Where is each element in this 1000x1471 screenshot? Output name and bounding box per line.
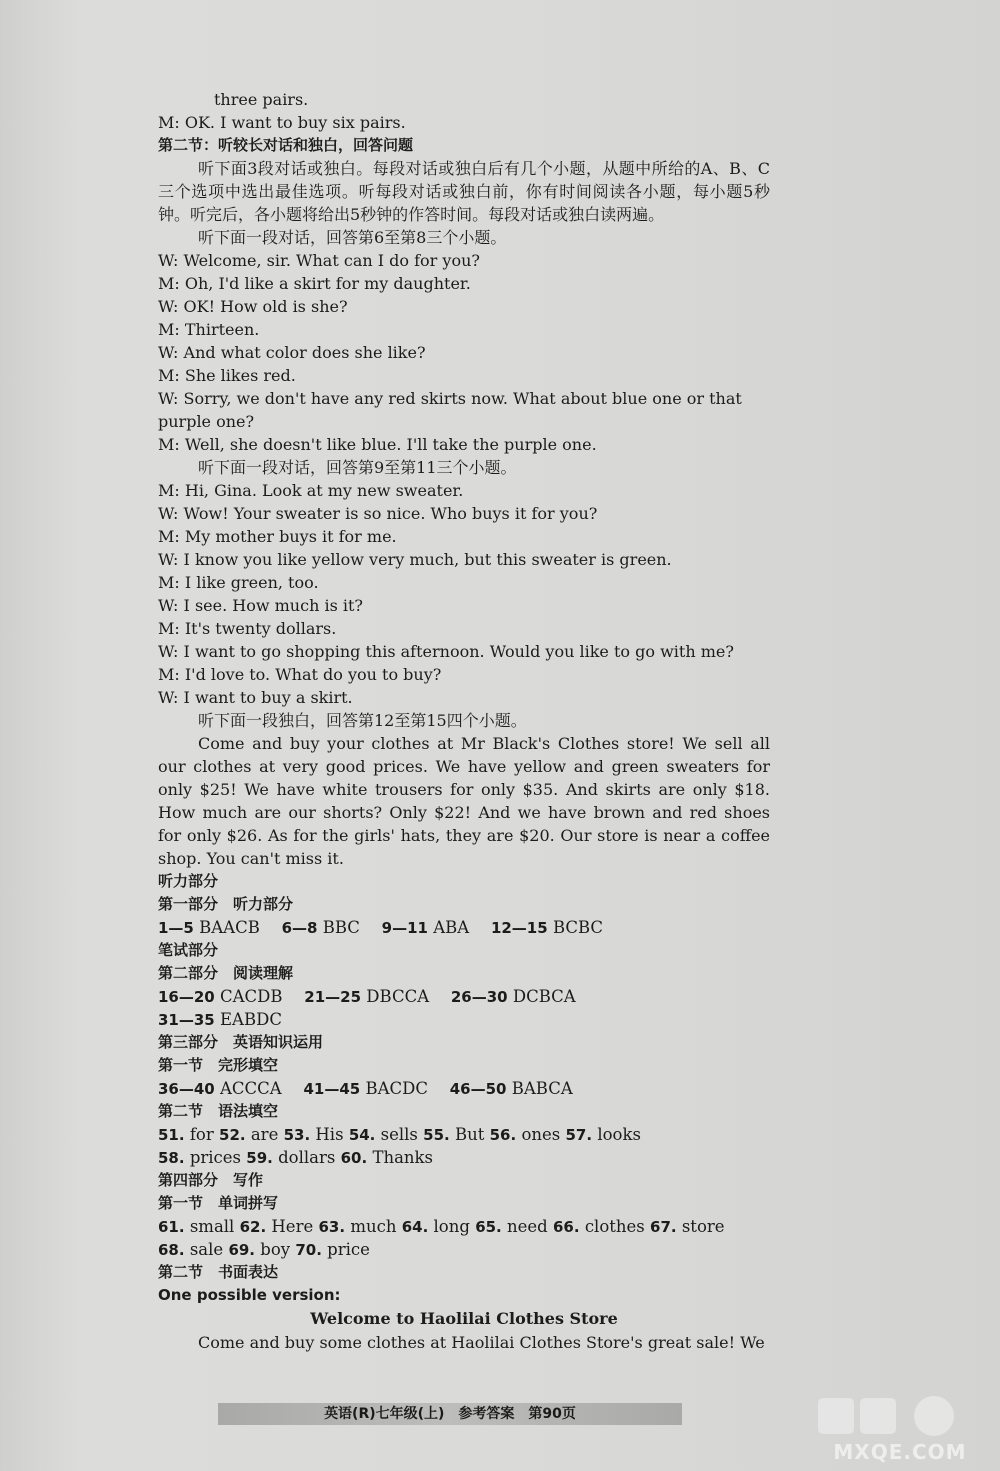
answer-value: price — [327, 1240, 370, 1259]
answer-value: long — [433, 1217, 470, 1236]
answer-row — [158, 1238, 770, 1261]
watermark-logo — [810, 1392, 990, 1466]
section-heading: 第二节：听较长对话和独白，回答问题 — [158, 136, 414, 154]
dialog-line: W: OK! How old is she? — [158, 297, 348, 316]
answer-value: ACCCA — [220, 1079, 282, 1098]
heading-part2: 第二部分 阅读理解 — [158, 964, 294, 982]
answer-value: BACDC — [365, 1079, 428, 1098]
answer-number: 12—15 — [490, 919, 548, 937]
answer-number: 36—40 — [158, 1080, 215, 1098]
answer-number: 68. — [158, 1241, 185, 1259]
answer-value: are — [250, 1125, 279, 1144]
answer-number: 63. — [318, 1218, 346, 1236]
answer-value: boy — [260, 1240, 291, 1259]
answer-row — [158, 985, 770, 1008]
answer-number: 66. — [552, 1218, 580, 1236]
answer-number: 16—20 — [158, 988, 215, 1006]
heading-part3: 第三部分 英语知识运用 — [158, 1033, 324, 1051]
answer-number: 64. — [401, 1218, 429, 1236]
essay-line: Come and buy some clothes at Haolilai Clothes Store's great sale! We — [198, 1333, 765, 1352]
answer-number: 60. — [340, 1149, 368, 1167]
answer-value: much — [350, 1217, 397, 1236]
answer-row — [158, 916, 770, 939]
monologue-paragraph: Come and buy your clothes at Mr Black's Clothes store! We sell all our clothes at very good prices. We have yellow and green sweaters for only $25! We have white trousers for only $35. And skirts are only $18. How much are our shorts? Only $22! And we have brown and red shoes for only $26. As for the girls' hats, they are $20. Our store is near a coffee shop. You can't miss it. — [158, 734, 770, 868]
answer-row — [158, 1215, 770, 1238]
instruction-paragraph: 听下面3段对话或独白。每段对话或独白后有几个小题，从题中所给的A、B、C三个选项中选出最佳选项。听每段对话或独白前，你有时间阅读各小题，每小题5秒钟。听完后，各小题将给出5秒钟的作答时间。每段对话或独白读两遍。 — [158, 159, 770, 224]
dialog-line: W: I see. How much is it? — [158, 596, 363, 615]
heading-sec4-1: 第一节 单词拼写 — [158, 1194, 279, 1212]
answer-value: BCBC — [552, 918, 604, 937]
text-line: three pairs. — [214, 90, 309, 109]
answer-value: His — [315, 1125, 344, 1144]
answer-row — [158, 1077, 770, 1100]
answer-value: small — [189, 1217, 235, 1236]
answer-value: store — [681, 1217, 725, 1236]
heading-part1: 第一部分 听力部分 — [158, 895, 294, 913]
answer-number: 58. — [158, 1149, 185, 1167]
answer-number: 9—11 — [381, 919, 428, 937]
answer-value: DBCCA — [366, 987, 430, 1006]
answer-number: 59. — [246, 1149, 273, 1167]
dialog-line: W: I want to go shopping this afternoon. Would you like to go with me? — [158, 642, 734, 661]
answer-value: EABDC — [220, 1010, 282, 1029]
dialog-line: M: It's twenty dollars. — [158, 619, 337, 638]
page-footer: 英语(R)七年级(上) 参考答案 第90页 — [218, 1403, 682, 1425]
answer-number: 51. — [158, 1126, 185, 1144]
answer-value: BBC — [322, 918, 360, 937]
answer-number: 67. — [650, 1218, 677, 1236]
answer-value: looks — [597, 1125, 641, 1144]
dialog-line: M: I'd love to. What do you to buy? — [158, 665, 442, 684]
answer-row — [158, 1008, 770, 1031]
heading-sec1: 第一节 完形填空 — [158, 1056, 279, 1074]
monologue-intro: 听下面一段独白，回答第12至第15四个小题。 — [198, 711, 527, 730]
dialog-line: M: She likes red. — [158, 366, 296, 385]
answer-number: 65. — [475, 1218, 502, 1236]
answer-number: 57. — [565, 1126, 593, 1144]
dialog-intro: 听下面一段对话，回答第9至第11三个小题。 — [198, 458, 517, 477]
answer-value: BAACB — [199, 918, 260, 937]
answer-number: 53. — [283, 1126, 311, 1144]
answer-value: clothes — [584, 1217, 645, 1236]
answer-value: dollars — [278, 1148, 336, 1167]
heading-sec4-2: 第二节 书面表达 — [158, 1263, 279, 1281]
answer-number: 69. — [228, 1241, 256, 1259]
answer-number: 46—50 — [449, 1080, 507, 1098]
answer-value: sells — [380, 1125, 418, 1144]
dialog-2 — [158, 479, 770, 709]
answer-row — [158, 1146, 770, 1169]
answer-number: 55. — [423, 1126, 450, 1144]
answer-number: 1—5 — [158, 919, 194, 937]
dialog-line: M: Well, she doesn't like blue. I'll take the purple one. — [158, 435, 597, 454]
answer-number: 41—45 — [303, 1080, 361, 1098]
heading-writing-part: 笔试部分 — [158, 941, 219, 959]
answer-value: BABCA — [511, 1079, 573, 1098]
dialog-line: M: Hi, Gina. Look at my new sweater. — [158, 481, 464, 500]
answer-value: sale — [189, 1240, 224, 1259]
version-label: One possible version: — [158, 1286, 341, 1304]
answer-value: ones — [521, 1125, 561, 1144]
heading-listening: 听力部分 — [158, 872, 219, 890]
dialog-line: M: Thirteen. — [158, 320, 260, 339]
dialog-line: W: Sorry, we don't have any red skirts now. What about blue one or that — [158, 389, 742, 408]
dialog-line: M: My mother buys it for me. — [158, 527, 397, 546]
dialog-line: W: I know you like yellow very much, but this sweater is green. — [158, 550, 672, 569]
answer-number: 70. — [295, 1241, 322, 1259]
heading-sec2: 第二节 语法填空 — [158, 1102, 279, 1120]
answer-row — [158, 1123, 770, 1146]
dialog-1 — [158, 249, 770, 456]
dialog-line: purple one? — [158, 412, 255, 431]
answer-number: 54. — [348, 1126, 376, 1144]
answer-value: ABA — [433, 918, 470, 937]
answer-value: for — [189, 1125, 214, 1144]
answer-number: 62. — [239, 1218, 267, 1236]
answer-number: 26—30 — [450, 988, 508, 1006]
answer-value: Here — [271, 1217, 314, 1236]
answer-number: 21—25 — [304, 988, 362, 1006]
watermark-text: MXQE.COM — [833, 1440, 967, 1464]
answer-value: DCBCA — [512, 987, 576, 1006]
answer-number: 52. — [219, 1126, 246, 1144]
dialog-line: W: And what color does she like? — [158, 343, 426, 362]
answer-value: need — [507, 1217, 548, 1236]
dialog-intro: 听下面一段对话，回答第6至第8三个小题。 — [198, 228, 507, 247]
answer-number: 6—8 — [281, 919, 318, 937]
dialog-line: W: Welcome, sir. What can I do for you? — [158, 251, 480, 270]
dialog-line: W: Wow! Your sweater is so nice. Who buys it for you? — [158, 504, 598, 523]
answer-value: Thanks — [372, 1148, 433, 1167]
essay-title: Welcome to Haolilai Clothes Store — [310, 1309, 618, 1328]
answer-value: CACDB — [220, 987, 283, 1006]
heading-part4: 第四部分 写作 — [158, 1171, 264, 1189]
answer-number: 31—35 — [158, 1011, 215, 1029]
answer-value: prices — [189, 1148, 242, 1167]
dialog-line: W: I want to buy a skirt. — [158, 688, 353, 707]
text-line: M: OK. I want to buy six pairs. — [158, 113, 406, 132]
dialog-line: M: I like green, too. — [158, 573, 319, 592]
answer-number: 56. — [489, 1126, 517, 1144]
answer-number: 61. — [158, 1218, 185, 1236]
answer-value: But — [454, 1125, 485, 1144]
answer-content — [158, 88, 770, 1354]
dialog-line: M: Oh, I'd like a skirt for my daughter. — [158, 274, 471, 293]
